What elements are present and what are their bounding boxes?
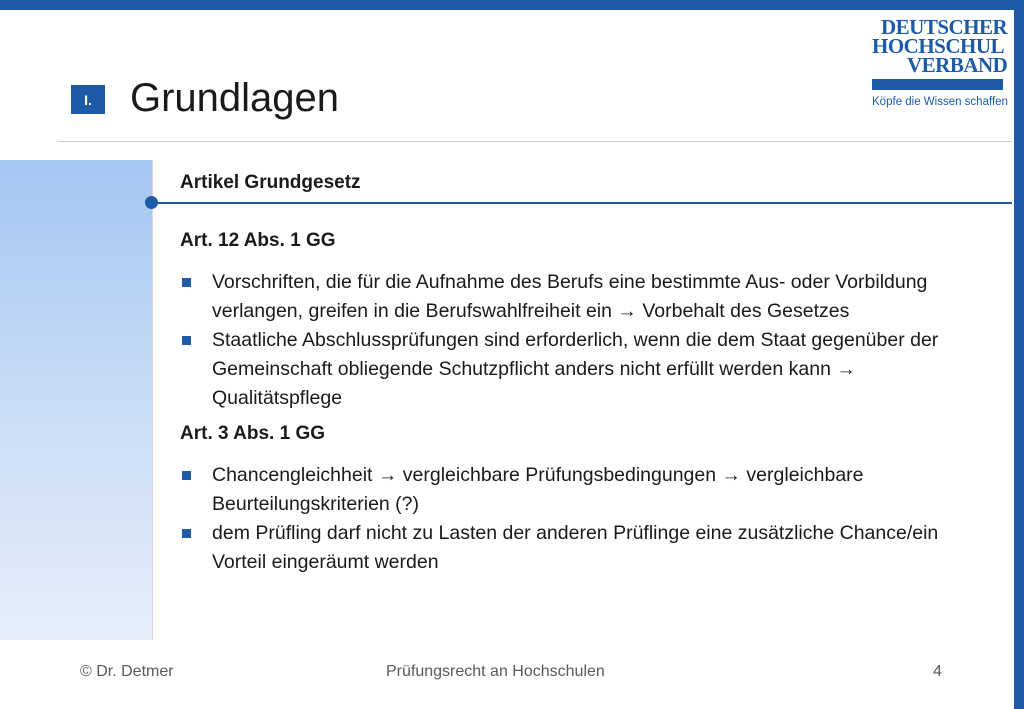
dhv-logo (872, 15, 1008, 77)
footer-author: © Dr. Detmer (80, 663, 174, 680)
side-gradient-panel (0, 160, 152, 640)
side-panel-edge (152, 160, 153, 640)
top-accent-bar (0, 0, 1024, 10)
section-dot-icon (145, 196, 158, 209)
list-item (180, 326, 990, 413)
page-number: 4 (933, 663, 942, 680)
square-bullet-icon (182, 471, 191, 480)
logo-line-2: HOCHSCHUL (872, 34, 1005, 58)
square-bullet-icon (182, 336, 191, 345)
subhead-art3: Art. 3 Abs. 1 GG (180, 423, 325, 444)
logo-bar (872, 79, 1003, 90)
page-title: Grundlagen (130, 76, 340, 120)
logo-tagline: Köpfe die Wissen schaffen (872, 96, 1008, 108)
slide-content (180, 228, 990, 577)
list-item (180, 519, 990, 577)
subhead-art12: Art. 12 Abs. 1 GG (180, 230, 336, 251)
bullet-text: Chancengleichheit → vergleichbare Prüfungsbedingungen → vergleichbare Beurteilungskriterien (?) (212, 464, 864, 515)
square-bullet-icon (182, 278, 191, 287)
list-item (180, 268, 990, 326)
section-divider (152, 202, 1012, 204)
logo-line-1: DEUTSCHER (881, 15, 1008, 39)
title-divider (58, 141, 1012, 142)
chapter-badge: I. (71, 85, 105, 114)
right-accent-bar (1014, 0, 1024, 709)
section-heading: Artikel Grundgesetz (180, 172, 361, 193)
bullet-text: dem Prüfling darf nicht zu Lasten der anderen Prüflinge eine zusätzliche Chance/ein Vorteil eingeräumt werden (212, 522, 939, 573)
bullet-text: Staatliche Abschlussprüfungen sind erforderlich, wenn die dem Staat gegenüber der Gemeinschaft obliegende Schutzpflicht anders nicht erfüllt werden kann → Qualitätspflege (212, 329, 939, 409)
footer-title: Prüfungsrecht an Hochschulen (386, 663, 605, 680)
bullet-text: Vorschriften, die für die Aufnahme des Berufs eine bestimmte Aus- oder Vorbildung verlangen, greifen in die Berufswahlfreiheit ein → Vorbehalt des Gesetzes (212, 271, 928, 322)
square-bullet-icon (182, 529, 191, 538)
logo-line-3: VERBAND (907, 53, 1008, 77)
list-item (180, 461, 990, 519)
